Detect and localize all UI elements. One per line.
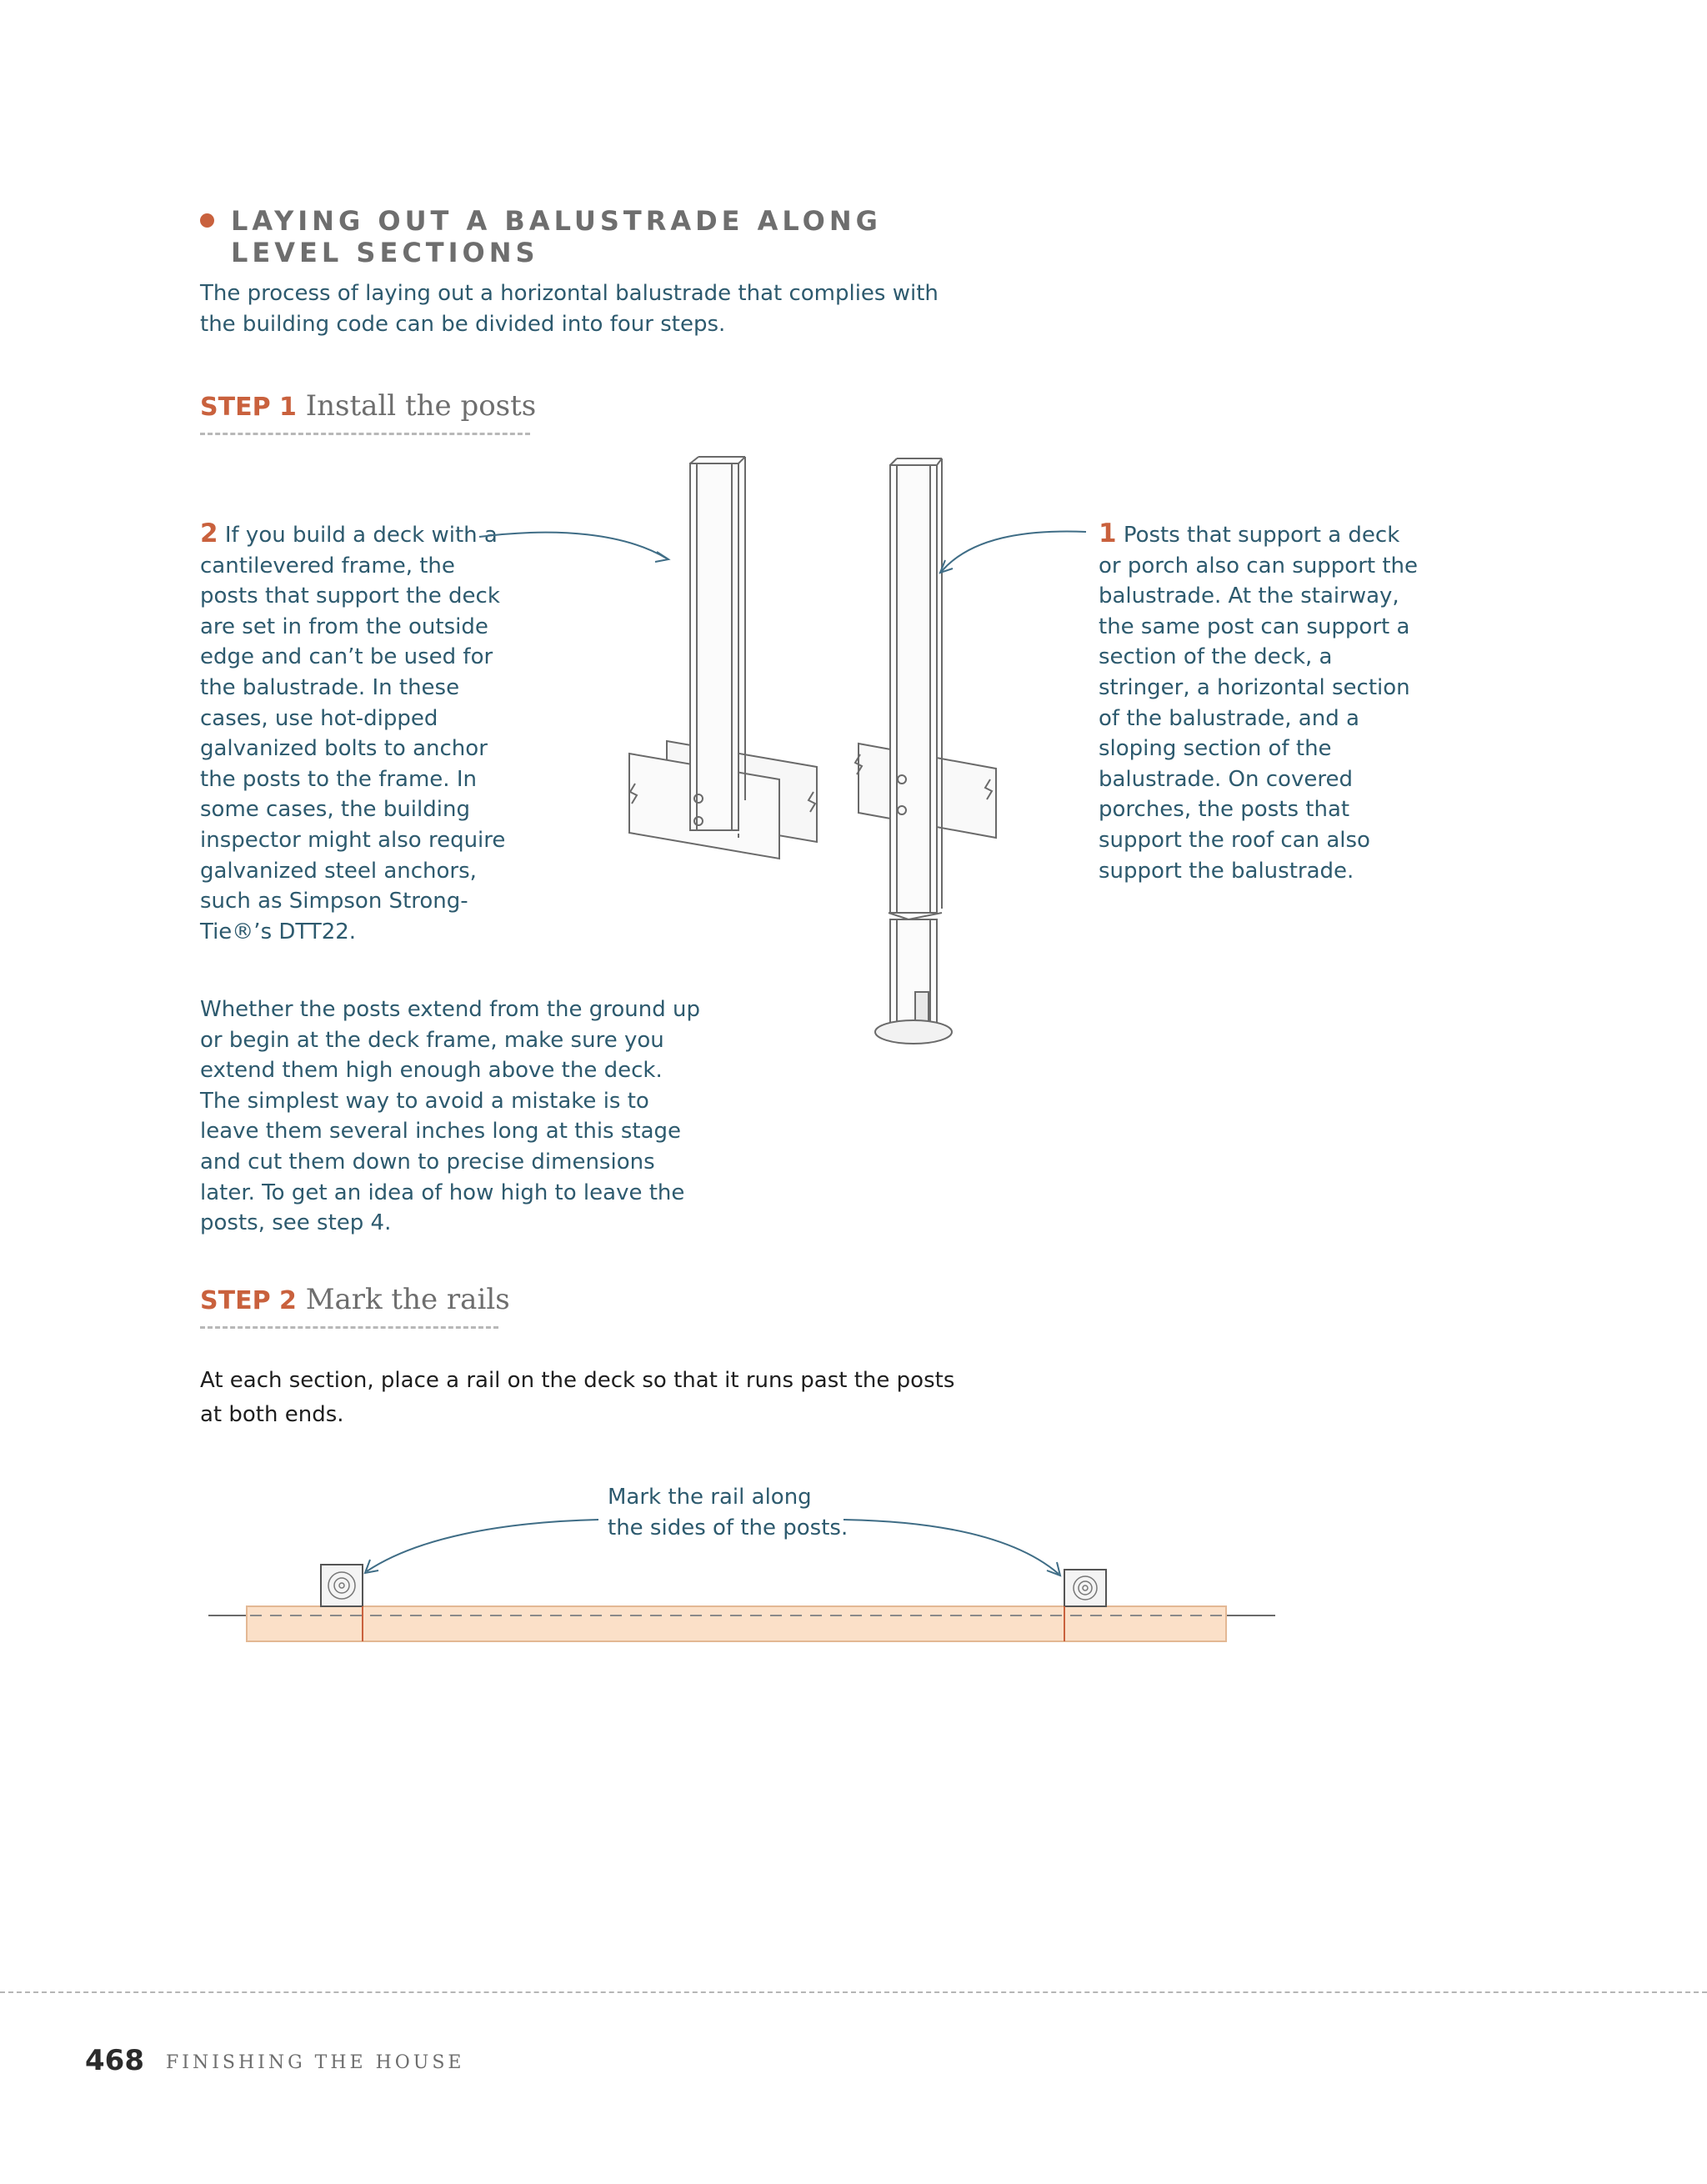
step1-body-paragraph: Whether the posts extend from the ground up or begin at the deck frame, make sure you extend them high enough above the deck. The simplest way to avoid a mistake is to leave them several inches long at this stage and cut them down to precise dimensions later. To get an idea of how high to leave the posts, see step 4. xyxy=(200,997,701,1236)
step2-left-arrow xyxy=(367,1520,598,1571)
step1-callout-1 xyxy=(1099,518,1424,886)
step2-label: STEP 2 xyxy=(200,1286,297,1315)
step2-callout-line1: Mark the rail along xyxy=(608,1485,812,1510)
step1-title: Install the posts xyxy=(305,389,537,423)
rail-board xyxy=(247,1606,1226,1641)
section-heading-line1: LAYING OUT A BALUSTRADE ALONG xyxy=(231,205,882,237)
footer-divider xyxy=(0,1991,1707,1993)
intro-paragraph: The process of laying out a horizontal balustrade that complies with the building code can be divided into four steps. xyxy=(200,281,939,337)
step2-callout-line2: the sides of the posts. xyxy=(608,1515,848,1540)
callout-2-arrow xyxy=(479,533,667,559)
callout-2-number: 2 xyxy=(200,518,218,549)
step2-body-paragraph: At each section, place a rail on the deck so that it runs past the posts at both ends. xyxy=(200,1368,955,1427)
callout-1-arrow xyxy=(942,532,1086,571)
step2-title: Mark the rails xyxy=(305,1283,510,1316)
bullet-icon xyxy=(200,213,214,228)
callout-1-number: 1 xyxy=(1099,518,1117,549)
step2-right-arrow xyxy=(843,1520,1059,1574)
section-heading xyxy=(200,205,950,268)
callout-2-text: If you build a deck with a cantilevered frame, the posts that support the deck are set in from the outside edge and can’t be used for the balustrade. In these cases, use hot-dipped galvanized bolts to anchor the posts to the frame. In some cases, the building inspector might also require galvanized steel anchors, such as Simpson Strong-Tie®’s DTT22. xyxy=(200,523,506,944)
posts-illustration xyxy=(467,450,1100,1084)
step1-heading xyxy=(200,389,536,423)
page-number: 468 xyxy=(85,2044,144,2077)
step2-underline xyxy=(200,1326,498,1329)
step1-underline xyxy=(200,433,530,435)
section-heading-line2: LEVEL SECTIONS xyxy=(231,237,539,268)
step2-heading xyxy=(200,1283,510,1316)
rail-illustration xyxy=(200,1500,1292,1667)
left-post-section xyxy=(321,1565,363,1606)
post-footing xyxy=(875,1020,952,1044)
running-head: FINISHING THE HOUSE xyxy=(166,2052,465,2073)
right-post-section xyxy=(1064,1570,1106,1606)
callout-1-text: Posts that support a deck or porch also can support the balustrade. At the stairway, the same post can support a section of the deck, a stringer, a horizontal section of the balustrade, and a sloping section of the balustrade. On covered porches, the posts that support the roof can also support the balustrade. xyxy=(1099,523,1419,884)
step1-label: STEP 1 xyxy=(200,393,297,422)
